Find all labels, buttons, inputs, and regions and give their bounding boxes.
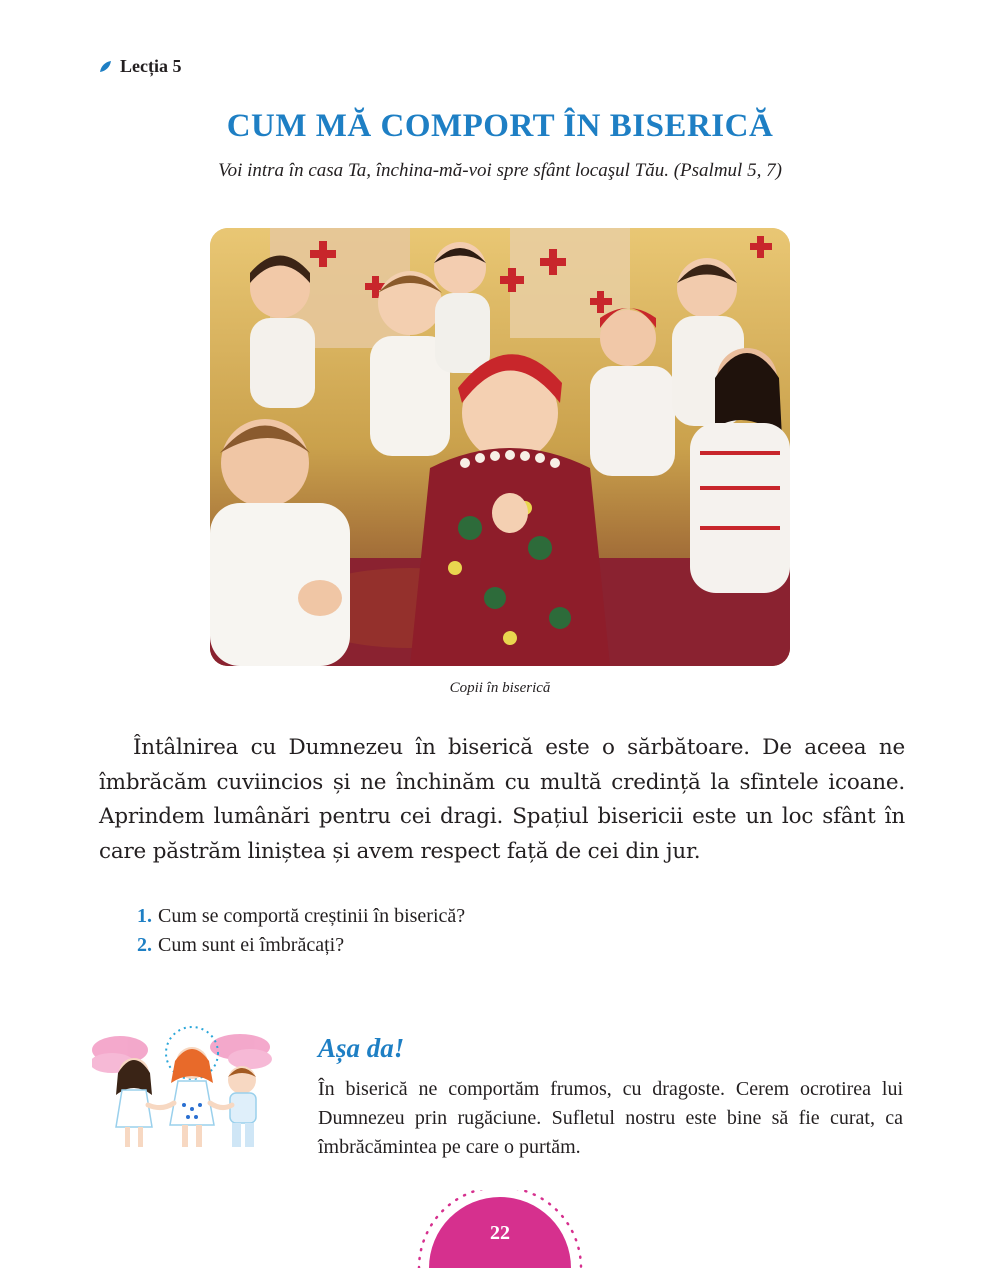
question-item	[137, 931, 465, 960]
page-title: CUM MĂ COMPORT ÎN BISERICĂ	[226, 108, 774, 144]
questions-list	[137, 902, 465, 960]
question-number: 2.	[137, 934, 152, 956]
lesson-label: Lecția 5	[120, 56, 182, 76]
children-in-church-photo	[210, 228, 790, 666]
lesson-header	[99, 56, 181, 77]
yes-section-title: Așa da!	[318, 1033, 405, 1063]
page-number: 22	[490, 1222, 510, 1244]
question-item	[137, 902, 465, 931]
body-paragraph: Întâlnirea cu Dumnezeu în biserică este o sărbătoare. De aceea ne îmbrăcăm cuviincios și ne închinăm cu multă credință la sfintele icoane. Aprindem lumânări pentru cei dragi. Spațiul bisericii este un loc sfânt în care păstrăm liniștea și avem respect față de cei din jur.	[99, 735, 905, 864]
yes-section-text: În biserică ne comportăm frumos, cu dragoste. Cerem ocrotirea lui Dumnezeu prin rugăciune. Sufletul nostru este bine să fie curat, ca îmbrăcămintea pe care o purtăm.	[318, 1078, 903, 1158]
verse-quote: Voi intra în casa Ta, închina-mă-voi spre sfânt locaşul Tău. (Psalmul 5, 7)	[218, 160, 782, 181]
leaf-icon	[99, 60, 112, 73]
question-number: 1.	[137, 905, 152, 927]
angel-children-illustration	[92, 1025, 272, 1155]
question-text: Cum se comportă creștinii în biserică?	[158, 905, 466, 927]
question-text: Cum sunt ei îmbrăcați?	[158, 934, 345, 956]
photo-caption: Copii în biserică	[449, 680, 551, 696]
